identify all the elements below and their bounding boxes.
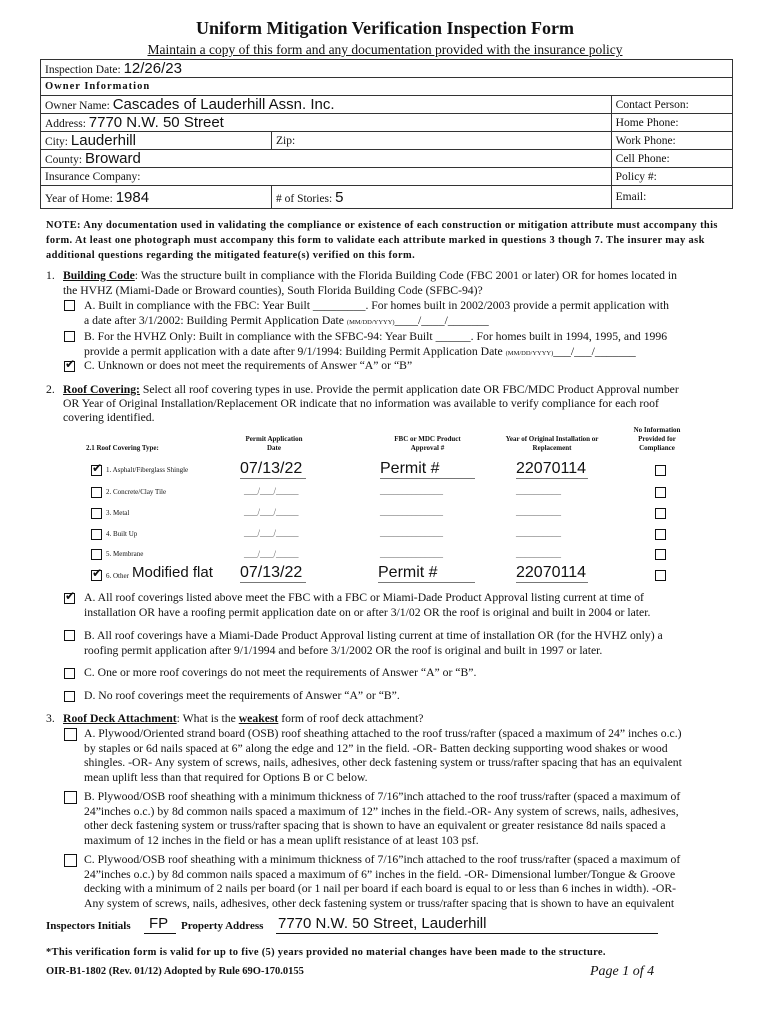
property-line xyxy=(276,933,658,934)
contact-person-label: Contact Person: xyxy=(615,98,689,111)
cell-phone-label: Cell Phone: xyxy=(615,152,670,165)
roof-type-1-date-line xyxy=(240,478,306,479)
roof-type-3-year[interactable]: __________ xyxy=(516,507,561,517)
roof-type-1-year[interactable]: 22070114 xyxy=(516,460,586,477)
col-roof-type: 2.1 Roof Covering Type: xyxy=(86,444,159,452)
q3-c-line4: Any system of screws, nails, adhesives, other deck fastening system or truss/rafter spacing that is shown to have an equivalent xyxy=(84,896,675,910)
roof-type-5-checkbox[interactable] xyxy=(91,549,102,560)
validity-note: *This verification form is valid for up to five (5) years provided no material changes have been made to the structure. xyxy=(46,947,606,958)
q2-checkbox-a[interactable] xyxy=(64,593,75,604)
zip-cell[interactable] xyxy=(272,132,612,150)
q2-text1: Select all roof covering types in use. Provide the permit application date OR FBC/MDC Product Approval number xyxy=(139,383,679,396)
inspection-date-label: Inspection Date: xyxy=(45,64,121,76)
q3-c-line3: decking with a minimum of 2 nails per board (or 1 nail per board if each board is equal to or less than 6 inches in width). -OR- xyxy=(84,882,677,895)
q1-a2-blank[interactable]: ____/____/_______ xyxy=(394,314,489,327)
q2-text3: covering identified. xyxy=(63,411,155,424)
q3-a-line3: shingles. -OR- Any system of screws, nails, adhesives, other deck fastening system or truss/rafter spacing that has an equivalent xyxy=(84,756,682,769)
roof-type-6-other-value[interactable]: Modified flat xyxy=(132,564,213,581)
stories-value[interactable]: 5 xyxy=(335,188,344,206)
roof-type-5-noinfo-checkbox[interactable] xyxy=(655,549,666,560)
owner-info-table xyxy=(40,59,733,209)
contact-person-cell[interactable] xyxy=(611,96,732,114)
q3-option-a xyxy=(84,727,682,785)
city-label: City: xyxy=(45,136,69,148)
page-number: Page 1 of 4 xyxy=(590,964,655,979)
q1-a2-text: a date after 3/1/2002: Building Permit Application Date xyxy=(84,314,344,327)
col-no-info: No Information Provided for Compliance xyxy=(633,426,681,452)
q2-option-a-line2: installation OR have a roofing permit application date on or after 3/1/02 OR the roof is original and built in 2004 or later. xyxy=(84,606,651,619)
owner-name-value[interactable]: Cascades of Lauderhill Assn. Inc. xyxy=(112,96,335,113)
roof-type-6-date[interactable]: 07/13/22 xyxy=(240,564,303,581)
q3-c-line2: 24”inches o.c.) by 8d common nails spaced a maximum of 6” inches in the field. -OR- Dimensional lumber/Tongue & Groove xyxy=(84,867,676,881)
roof-type-3-checkbox[interactable] xyxy=(91,508,102,519)
q3-checkbox-b[interactable] xyxy=(64,791,77,804)
q1-text2: the HVHZ (Miami-Dade or Broward counties), South Florida Building Code (SFBC-94)? xyxy=(63,284,483,297)
stories-label: # of Stories: xyxy=(276,192,333,205)
email-label: Email: xyxy=(615,191,647,203)
q1-a2-format: (MM/DD/YYYY) xyxy=(346,319,395,326)
q3-question xyxy=(63,712,423,727)
q2-option-d: D. No roof coverings meet the requirements of Answer “A” or “B”. xyxy=(84,689,400,702)
email-cell[interactable] xyxy=(611,186,732,209)
q2-text2: OR Year of Original Installation/Replacement OR indicate that no information was available to verify compliance for each roof xyxy=(63,397,659,410)
q2-checkbox-d[interactable] xyxy=(64,691,75,702)
inspection-date-cell[interactable] xyxy=(41,60,733,78)
property-label: Property Address xyxy=(181,920,264,932)
address-label: Address: xyxy=(45,118,86,130)
county-cell[interactable] xyxy=(41,150,612,168)
year-label: Year of Home: xyxy=(45,192,113,205)
q1-text1: : Was the structure built in compliance with the Florida Building Code (FBC 2001 or later) OR for homes located in xyxy=(134,269,677,282)
roof-type-1-year-line xyxy=(516,478,588,479)
work-phone-cell[interactable] xyxy=(611,132,732,150)
q3-b-line3: other deck fastening system or truss/rafter spacing that is shown to have an equivalent or greater resistance 8d nails spaced a xyxy=(84,819,666,832)
initials-value[interactable]: FP xyxy=(149,915,169,932)
q2-option-b-line2: roofing permit application after 9/1/1994 and before 3/1/2002 OR the roof is original and built in 1997 or later. xyxy=(84,644,603,657)
roof-type-4-year[interactable]: __________ xyxy=(516,528,561,538)
q1-option-a-line1: A. Built in compliance with the FBC: Year Built _________. For homes built in 2002/2003 provide a permit application with xyxy=(84,299,669,312)
roof-type-2-date[interactable]: ___/___/_____ xyxy=(244,486,299,496)
q1-option-b-line1: B. For the HVHZ Only: Built in compliance with the SFBC-94: Year Built ______. For homes built in 1994, 1995, and 1996 xyxy=(84,330,668,343)
county-value[interactable]: Broward xyxy=(84,150,141,167)
county-label: County: xyxy=(45,154,83,166)
roof-type-4-date[interactable]: ___/___/_____ xyxy=(244,528,299,538)
q3-weakest: weakest xyxy=(238,712,279,725)
home-phone-label: Home Phone: xyxy=(615,116,679,129)
roof-type-5-date[interactable]: ___/___/_____ xyxy=(244,549,299,559)
q3-option-b xyxy=(84,790,680,848)
roof-type-6-date-line xyxy=(240,582,306,583)
q1-option-c: C. Unknown or does not meet the requirements of Answer “A” or “B” xyxy=(84,359,413,372)
q1-b2-text: provide a permit application with a date after 9/1/1994: Building Permit Application Date xyxy=(84,345,503,358)
q2-option-c: C. One or more roof coverings do not meet the requirements of Answer “A” or “B”. xyxy=(84,666,477,679)
roof-type-4-noinfo-checkbox[interactable] xyxy=(655,529,666,540)
cell-phone-cell[interactable] xyxy=(611,150,732,168)
roof-type-6-approval-line xyxy=(378,582,475,583)
col-year-installation: Year of Original Installation or Replacement xyxy=(505,435,599,452)
documentation-note: NOTE: Any documentation used in validating the compliance or existence of each construction or mitigation attribute must accompany this form. At least one photograph must accompany this form to validate each attribute marked in questions 3 though 7. The insurer may ask additional questions regarding the mitigated feature(s) verified on this form. xyxy=(46,220,718,261)
roof-type-1-date[interactable]: 07/13/22 xyxy=(240,460,303,477)
stories-cell[interactable] xyxy=(272,186,612,209)
form-subtitle: Maintain a copy of this form and any documentation provided with the insurance policy xyxy=(147,42,623,57)
q2-question xyxy=(63,383,679,398)
q3-b-line4: maximum of 12 inches in the field or has a mean uplift resistance of at least 103 psf. xyxy=(84,833,479,847)
q1-b2-blank[interactable]: ___/___/_______ xyxy=(553,345,636,358)
form-id: OIR-B1-1802 (Rev. 01/12) Adopted by Rule 69O-170.0155 xyxy=(46,966,304,977)
policy-label: Policy #: xyxy=(615,170,657,183)
year-cell[interactable] xyxy=(41,186,272,209)
q2-checkbox-b[interactable] xyxy=(64,630,75,641)
q1-checkbox-c[interactable] xyxy=(64,361,75,372)
q1-checkbox-b[interactable] xyxy=(64,331,75,342)
inspection-date-value[interactable]: 12/26/23 xyxy=(123,60,182,77)
roof-type-5-year[interactable]: __________ xyxy=(516,549,561,559)
q3-option-c xyxy=(84,853,680,911)
address-cell[interactable] xyxy=(41,114,612,132)
q2-option-b-line1: B. All roof coverings have a Miami-Dade Product Approval listing current at time of installation OR (for the HVHZ only) a xyxy=(84,629,663,642)
q3-text-post: form of roof deck attachment? xyxy=(278,712,424,725)
q2-number: 2. xyxy=(46,383,55,396)
q2-checkbox-c[interactable] xyxy=(64,668,75,679)
insurance-cell[interactable] xyxy=(41,168,612,186)
owner-name-cell[interactable] xyxy=(41,96,612,114)
roof-type-6-label: 6. Other xyxy=(106,572,129,580)
q3-checkbox-a[interactable] xyxy=(64,728,77,741)
q1-label: Building Code xyxy=(63,269,135,282)
col-permit-date: Permit Application Date xyxy=(245,435,303,452)
zip-label: Zip: xyxy=(276,134,296,147)
q2-label: Roof Covering: xyxy=(63,383,140,396)
city-value[interactable]: Lauderhill xyxy=(70,132,136,149)
roof-type-5-label: 5. Membrane xyxy=(106,550,144,558)
roof-type-4-approval[interactable]: ______________ xyxy=(380,528,443,538)
address-value[interactable]: 7770 N.W. 50 Street xyxy=(88,114,224,131)
q3-number: 3. xyxy=(46,712,55,725)
q3-b-line2: 24”inches o.c.) by 8d common nails spaced a maximum of 12” inches in the field.-OR- Any system of screws, nails, adhesives, xyxy=(84,804,679,818)
roof-type-2-label: 2. Concrete/Clay Tile xyxy=(106,488,167,496)
roof-type-6-noinfo-checkbox[interactable] xyxy=(655,570,666,581)
roof-type-1-label: 1. Asphalt/Fiberglass Shingle xyxy=(106,466,189,474)
roof-type-1-approval[interactable]: Permit # xyxy=(380,460,440,477)
policy-cell[interactable] xyxy=(611,168,732,186)
work-phone-label: Work Phone: xyxy=(615,134,676,147)
roof-type-2-checkbox[interactable] xyxy=(91,487,102,498)
year-value[interactable]: 1984 xyxy=(115,188,150,206)
roof-type-3-noinfo-checkbox[interactable] xyxy=(655,508,666,519)
roof-type-2-year[interactable]: __________ xyxy=(516,486,561,496)
roof-type-6-year[interactable]: 22070114 xyxy=(516,564,586,581)
q3-text-pre: : What is the xyxy=(176,712,239,725)
initials-label: Inspectors Initials xyxy=(46,920,131,932)
roof-type-6-checkbox[interactable] xyxy=(91,570,102,581)
roof-type-1-approval-line xyxy=(380,478,475,479)
q1-option-a-line2 xyxy=(84,314,489,331)
roof-type-3-label: 3. Metal xyxy=(106,509,130,517)
q1-b2-format: (MM/DD/YYYY) xyxy=(505,350,554,357)
roof-type-2-noinfo-checkbox[interactable] xyxy=(655,487,666,498)
home-phone-cell[interactable] xyxy=(611,114,732,132)
roof-type-3-date[interactable]: ___/___/_____ xyxy=(244,507,299,517)
insurance-label: Insurance Company: xyxy=(45,170,141,183)
form-title: Uniform Mitigation Verification Inspection Form xyxy=(196,18,574,38)
roof-type-4-checkbox[interactable] xyxy=(91,529,102,540)
initials-line xyxy=(144,933,176,934)
q3-label: Roof Deck Attachment xyxy=(63,712,177,725)
q3-a-line1: A. Plywood/Oriented strand board (OSB) roof sheathing attached to the roof truss/rafter (spaced a maximum of 24” inches o.c.) xyxy=(84,727,682,740)
q3-b-line1: B. Plywood/OSB roof sheathing with a minimum thickness of 7/16”inch attached to the roof truss/rafter (spaced a maximum of xyxy=(84,790,681,803)
q1-number: 1. xyxy=(46,269,55,282)
col-fbc-approval: FBC or MDC Product Approval # xyxy=(394,435,461,452)
roof-type-1-noinfo-checkbox[interactable] xyxy=(655,465,666,476)
roof-type-5-approval[interactable]: ______________ xyxy=(380,549,443,559)
q2-option-a-line1: A. All roof coverings listed above meet the FBC with a FBC or Miami-Dade Product Approval listing current at time of xyxy=(84,591,644,604)
q3-a-line4: mean uplift less than that required for Options B or C below. xyxy=(84,770,368,784)
city-cell[interactable] xyxy=(41,132,272,150)
q1-checkbox-a[interactable] xyxy=(64,300,75,311)
roof-type-1-checkbox[interactable] xyxy=(91,465,102,476)
owner-info-header: Owner Information xyxy=(41,78,733,96)
q1-question xyxy=(63,269,743,284)
roof-type-4-label: 4. Built Up xyxy=(106,530,138,538)
property-value[interactable]: 7770 N.W. 50 Street, Lauderhill xyxy=(278,915,487,932)
q3-a-line2: by staples or 6d nails spaced at 6” along the edge and 12” in the field. -OR- Batten decking supporting wood shakes or wood xyxy=(84,741,668,755)
q3-checkbox-c[interactable] xyxy=(64,854,77,867)
roof-type-6-approval[interactable]: Permit # xyxy=(378,564,438,581)
roof-type-2-approval[interactable]: ______________ xyxy=(380,486,443,496)
q3-c-line1: C. Plywood/OSB roof sheathing with a minimum thickness of 7/16”inch attached to the roof truss/rafter (spaced a maximum of xyxy=(84,853,681,866)
roof-type-6-year-line xyxy=(516,582,588,583)
owner-name-label: Owner Name: xyxy=(45,100,110,112)
roof-type-3-approval[interactable]: ______________ xyxy=(380,507,443,517)
